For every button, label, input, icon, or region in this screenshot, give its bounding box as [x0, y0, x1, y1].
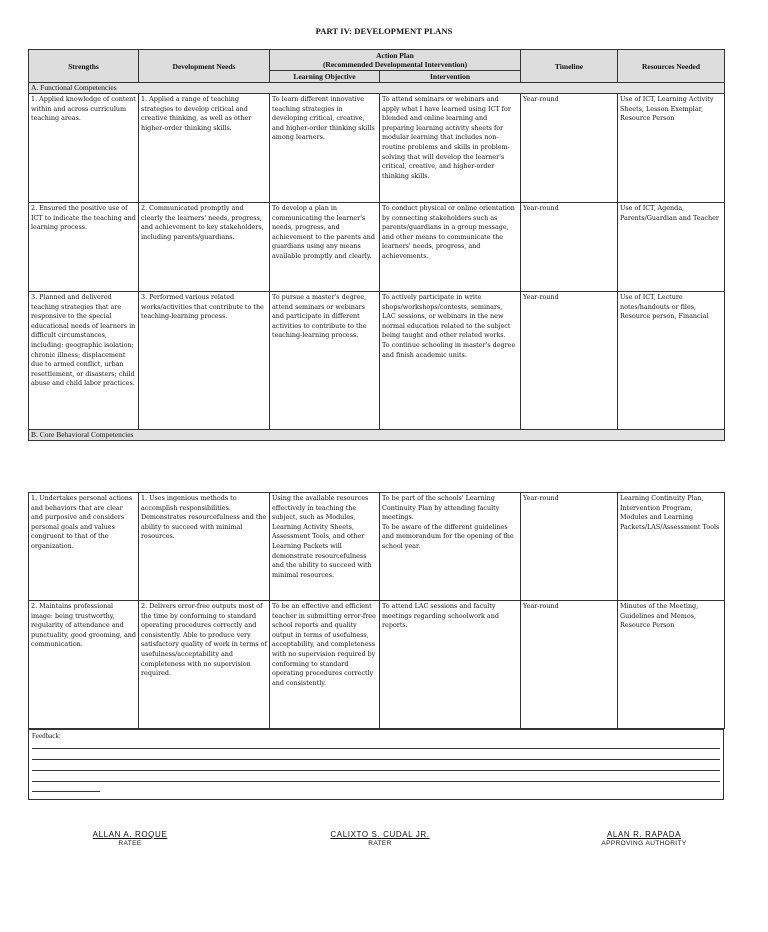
- learning-objective-cell: To pursue a master's degree, attend seminars or webinars and participate in different activities to contribute to the teaching-learning process.: [270, 292, 380, 430]
- approving-authority-name: ALAN R. RAPADA: [606, 830, 682, 839]
- intervention-cell: To be part of the schools' Learning Continuity Plan by attending faculty meetings. To be aware of the different guidelines and memorandum for the opening of the school year.: [380, 493, 521, 601]
- header-development-needs: Development Needs: [139, 50, 270, 83]
- resources-cell: Minutes of the Meeting, Guidelines and Memos, Resource Person: [618, 601, 725, 729]
- timeline-cell: Year-round: [521, 94, 618, 203]
- intervention-cell: To conduct physical or online orientation by connecting stakeholders such as parents/guardians in a group message, and other means to communicate the learners' needs, progress, and achievements.: [380, 203, 521, 292]
- development-need-cell: 1. Applied a range of teaching strategies to develop critical and creative thinking, as well as other higher-order thinking skills.: [139, 94, 270, 203]
- section-functional-competencies: A. Functional Competencies: [29, 83, 725, 94]
- development-need-cell: 2. Delivers error-free outputs most of the time by conforming to standard operating procedures correctly and consistently. Able to produce very satisfactory quality of work in terms of usefulness/acceptability and completeness with no supervision required.: [139, 601, 270, 729]
- development-need-cell: 1. Uses ingenious methods to accomplish responsibilities. Demonstrates resourcefulness and the ability to succeed with minimal resources.: [139, 493, 270, 601]
- signature-rater: [305, 830, 455, 847]
- header-resources-needed: Resources Needed: [618, 50, 725, 83]
- feedback-box[interactable]: [28, 729, 724, 800]
- strength-cell: 2. Maintains professional image: being trustworthy, regularity of attendance and punctuality, good grooming, and communication.: [29, 601, 139, 729]
- table-row: [29, 292, 725, 430]
- feedback-label: Feedback:: [32, 732, 61, 740]
- ratee-name: ALLAN A. ROQUE: [92, 830, 168, 839]
- intervention-cell: To attend seminars or webinars and apply what I have learned using ICT for blended and online learning and preparing learning activity sheets for modular learning that includes non-routine problems and skills in problem-solving that will develop the learner's critical, creative, and higher-order thinking skills.: [380, 94, 521, 203]
- timeline-cell: Year-round: [521, 601, 618, 729]
- table-row: [29, 94, 725, 203]
- header-timeline: Timeline: [521, 50, 618, 83]
- intervention-cell: To attend LAC sessions and faculty meetings regarding schoolwork and reports.: [380, 601, 521, 729]
- table-row: [29, 203, 725, 292]
- feedback-line: [32, 781, 720, 782]
- signature-ratee: [55, 830, 205, 847]
- table-row: [29, 493, 725, 601]
- learning-objective-cell: Using the available resources effectively in teaching the subject, such as Modules, Learning Activity Sheets, Assessment Tools, and other Learning Packets will demonstrate resourcefulness and the ability to succeed with minimal resources.: [270, 493, 380, 601]
- header-action-plan: Action Plan (Recommended Developmental Intervention): [270, 50, 521, 71]
- ratee-role: RATEE: [118, 840, 142, 847]
- development-plan-table-behavioral: [28, 492, 725, 729]
- resources-cell: Use of ICT, Learning Activity Sheets, Lesson Exemplar, Resource Person: [618, 94, 725, 203]
- header-strengths: Strengths: [29, 50, 139, 83]
- rater-name: CALIXTO S. CUDAL JR.: [330, 830, 430, 839]
- timeline-cell: Year-round: [521, 203, 618, 292]
- page-title: PART IV: DEVELOPMENT PLANS: [315, 26, 453, 36]
- strength-cell: 2. Ensured the positive use of ICT to indicate the teaching and learning process.: [29, 203, 139, 292]
- learning-objective-cell: To learn different innovative teaching strategies in developing critical, creative, and higher-order thinking skills among learners.: [270, 94, 380, 203]
- feedback-line: [32, 759, 720, 760]
- strength-cell: 1. Applied knowledge of content within and across curriculum teaching areas.: [29, 94, 139, 203]
- development-plan-table-functional: [28, 49, 725, 441]
- development-need-cell: 3. Performed various related works/activities that contribute to the teaching-learning process.: [139, 292, 270, 430]
- feedback-line: [32, 770, 720, 771]
- strength-cell: 1. Undertakes personal actions and behaviors that are clear and purposive and considers personal goals and values congruent to that of the organization.: [29, 493, 139, 601]
- learning-objective-cell: To develop a plan in communicating the learner's needs, progress, and achievement to the parents and guardians using any means available promptly and clearly.: [270, 203, 380, 292]
- header-learning-objective: Learning Objective: [270, 71, 380, 83]
- resources-cell: Use of ICT, Lecture notes/handouts or files, Resource person, Financial: [618, 292, 725, 430]
- timeline-cell: Year-round: [521, 292, 618, 430]
- timeline-cell: Year-round: [521, 493, 618, 601]
- table-row: [29, 601, 725, 729]
- signature-approving-authority: [566, 830, 722, 847]
- approving-authority-role: APPROVING AUTHORITY: [601, 840, 687, 847]
- rater-role: RATER: [368, 840, 392, 847]
- development-need-cell: 2. Communicated promptly and clearly the learners' needs, progress, and achievement to key stakeholders, including parents/guardians.: [139, 203, 270, 292]
- section-core-behavioral-competencies: B. Core Behavioral Competencies: [29, 430, 725, 441]
- feedback-line: [32, 791, 100, 792]
- feedback-line: [32, 748, 720, 749]
- strength-cell: 3. Planned and delivered teaching strategies that are responsive to the special educational needs of learners in difficult circumstances, including: geographic isolation; chronic illness; displacement due to armed conflict, urban resettlement, or disasters; child abuse and child labor practices.: [29, 292, 139, 430]
- header-intervention: Intervention: [380, 71, 521, 83]
- resources-cell: Use of ICT, Agenda, Parents/Guardian and Teacher: [618, 203, 725, 292]
- resources-cell: Learning Continuity Plan, Intervention Program, Modules and Learning Packets/LAS/Assessment Tools: [618, 493, 725, 601]
- intervention-cell: To actively participate in write shops/workshops/contests, seminars, LAC sessions, or webinars in the new normal education related to the subject being taught and other related works. To continue schooling in master's degree and finish academic units.: [380, 292, 521, 430]
- learning-objective-cell: To be an effective and efficient teacher in submitting error-free school reports and quality output in terms of usefulness, acceptability, and completeness with no supervision required by conforming to standard operating procedures correctly and consistently.: [270, 601, 380, 729]
